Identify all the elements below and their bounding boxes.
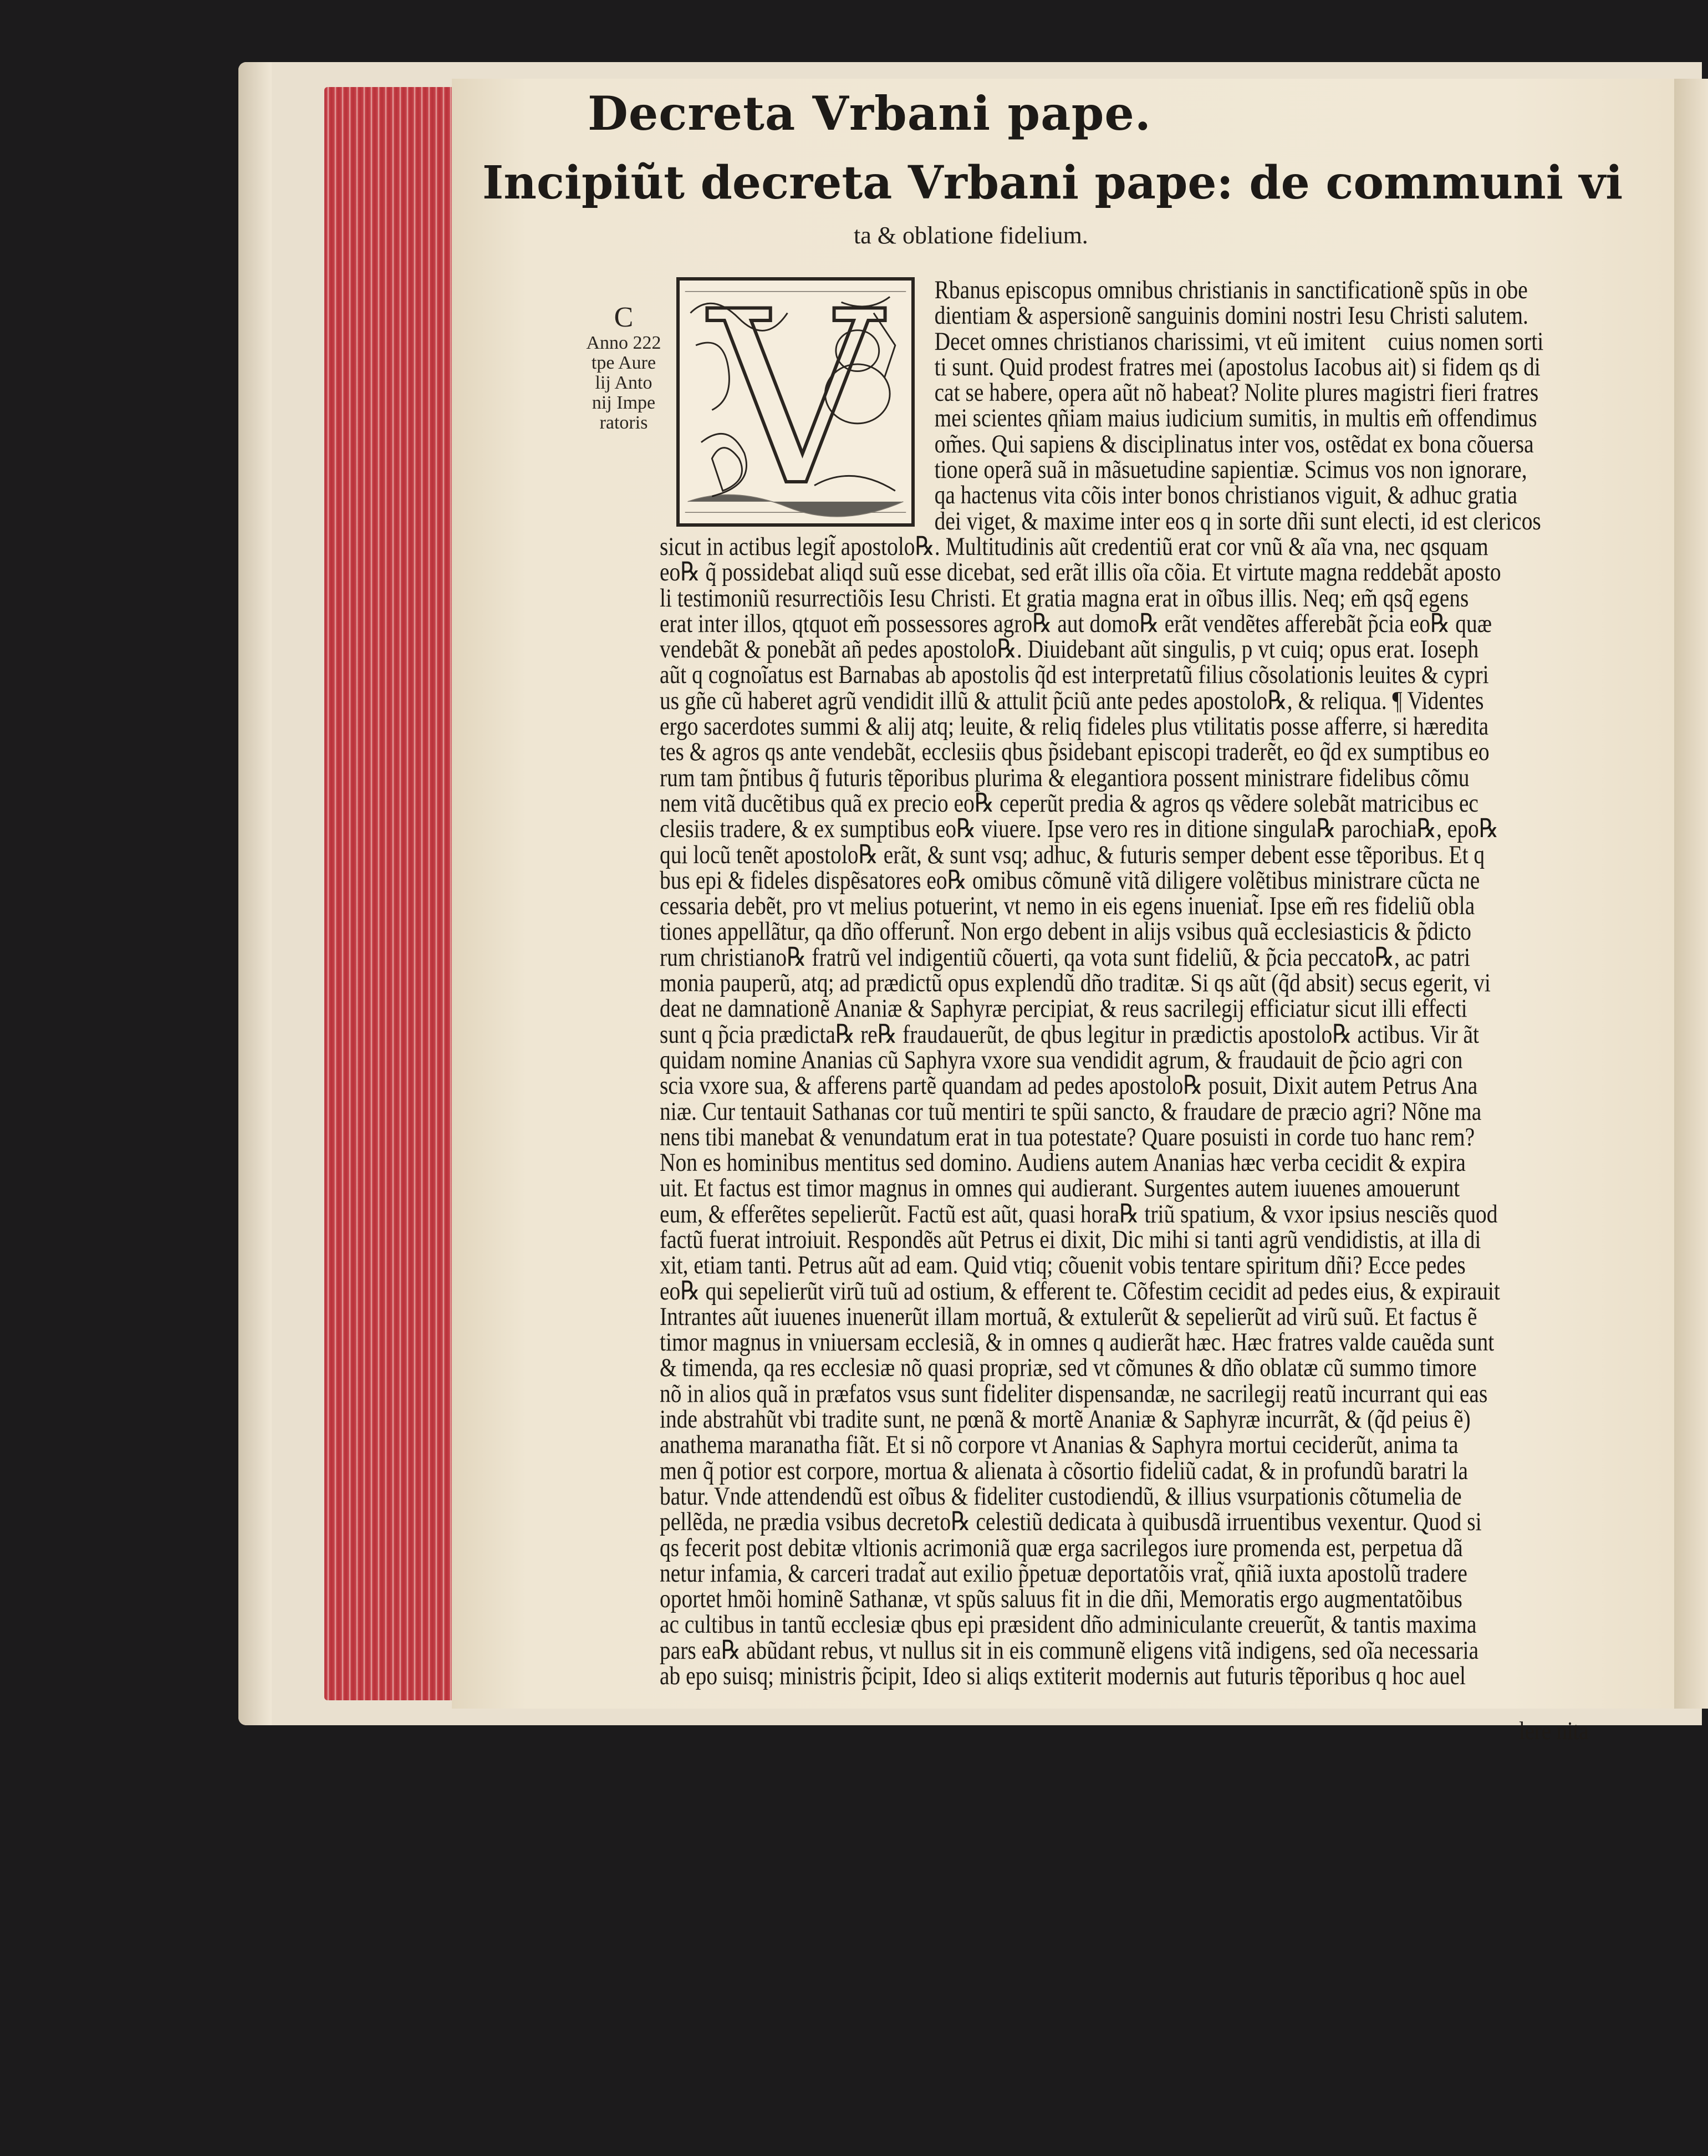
text-line: ergo sacerdotes summi & alij atq; leuite, & reliq fideles plus vtilitatis posse afferre, si hæredita <box>660 712 1489 741</box>
catchword: lere nita <box>1519 1716 1589 1745</box>
text-line: rum tam p̃ntibus q̃ futuris tẽporibus plurima & elegantiora possent ministrare fidelibus cõmu <box>660 763 1470 792</box>
text-line: eum, & efferẽtes sepelierũt. Factũ est aũt, quasi hora℞ triũ spatium, & vxor ipsius nesciẽs quod <box>660 1199 1498 1229</box>
text-line: pellẽda, ne prædia vsibus decreto℞ celestiũ dedicata à quibusdã irruentibus vexentur. Quod si <box>660 1507 1482 1537</box>
red-page-edges <box>324 87 455 1700</box>
text-line: eo℞ qui sepelierũt virũ tuũ ad ostium, & efferent te. Cõfestim cecidit ad pedes eius, & expirauit <box>660 1276 1500 1306</box>
text-line: mei scientes qñiam maius iudicium sumitis, in multis em̃ offendimus <box>934 404 1537 433</box>
text-line: ac cultibus in tantũ ecclesiæ qbus epi præsident dño adminiculante creuerũt, & tantis maxima <box>660 1610 1477 1639</box>
text-line: batur. Vnde attendendũ est oĩbus & fideliter custodiendũ, & illius vsurpationis cõtumelia de <box>660 1481 1462 1511</box>
text-line: qui locũ tenẽt apostolo℞ erãt, & sunt vsq; adhuc, & futuris semper debent esse tẽporibus. Et q <box>660 840 1485 869</box>
text-line: qa hactenus vita cõis inter bonos christianos viguit, & adhuc gratia <box>934 481 1518 510</box>
body-text <box>660 261 1544 1774</box>
text-line: cat se habere, opera aũt nõ habeat? Nolite plures magistri fieri fratres <box>934 378 1539 407</box>
margin-note-line: nij Impe <box>592 393 656 413</box>
text-line: cessaria debẽt, pro vt melius potuerint, vt nemo in eis egens inueniat̃. Ipse em̃ res fideliũ obla <box>660 891 1475 921</box>
margin-note <box>577 302 671 446</box>
text-line: dei viget, & maxime inter eos q in sorte dñi sunt electi, id est clericos <box>934 506 1541 536</box>
text-line: & timenda, qa res ecclesiæ nõ quasi propriæ, sed vt cõmunes & dño oblatæ cũ summo timore <box>660 1353 1477 1383</box>
text-line: Intrantes aũt iuuenes inuenerũt illam mortuã, & extulerũt & sepelierũt ad virũ suũ. Et factus ẽ <box>660 1302 1477 1331</box>
running-head: Decreta Vrbani pape. <box>588 86 1152 141</box>
text-line: Non es hominibus mentitus sed domino. Audiens autem Ananias hæc verba cecidit & expira <box>660 1148 1466 1178</box>
text-line: factũ fuerat introiuit. Respondẽs aũt Petrus ei dixit, Dic mihi si tanti agrũ vendidistis, at illa di <box>660 1225 1481 1254</box>
text-line: nens tibi manebat & venundatum erat in tua potestate? Quare posuisti in corde tuo hanc rem? <box>660 1122 1475 1151</box>
text-line: sunt q p̃cia prædicta℞ re℞ fraudauerũt, de qbus legitur in prædictis apostolo℞ actibus. Vir ãt <box>660 1020 1479 1049</box>
text-line: men q̃ potior est corpore, mortua & alienata à cõsortio fideliũ cadat, & in profundũ baratri la <box>660 1456 1469 1485</box>
text-line: qs fecerit post debitæ vltionis acrimoniã quæ erga sacrilegos iure promenda est, perpetua dã <box>660 1533 1463 1562</box>
text-line: aũt q cognoĩatus est Barnabas ab apostolis q̃d est interpretatũ filius cõsolationis leuites & cypri <box>660 660 1489 690</box>
text-line: li testimoniũ resurrectiõis Iesu Christi. Et gratia magna erat in oĩbus illis. Neq; em̃ qsq̃ egens <box>660 583 1469 613</box>
text-line: sicut in actibus legit̃ apostolo℞. Multitudinis aũt credentiũ erat cor vnũ & aĩa vna, nec qsquam <box>660 532 1488 561</box>
margin-note-line: ratoris <box>599 412 648 433</box>
chapter-title: Incipiũt decreta Vrbani pape: de communi vi <box>482 156 1623 210</box>
text-line: bus epi & fideles dispẽsatores eo℞ omibus cõmunẽ vitã diligere volẽtibus ministrare cũcta ne <box>660 865 1480 895</box>
text-line: dientiam & aspersionẽ sanguinis domini nostri Iesu Christi salutem. <box>934 301 1528 330</box>
margin-note-line: lij Anto <box>595 373 652 393</box>
text-line: tes & agros qs ante vendebãt, ecclesiis qbus p̃sidebant episcopi traderẽt, eo q̃d ex sumptibus eo <box>660 737 1490 767</box>
text-line: quidam nomine Ananias cũ Saphyra vxore sua vendidit agrum, & fraudauit de p̃cio agri con <box>660 1045 1463 1074</box>
initial-letter: V <box>709 261 882 538</box>
text-line: clesiis tradere, & ex sumptibus eo℞ viuere. Ipse vero res in ditione singula℞ parochia℞, epo℞ <box>660 814 1499 844</box>
text-line: monia pauperũ, atq; ad prædictũ opus explendũ dño traditæ. Si qs aũt (q̃d absit) secus egerit, vi <box>660 969 1491 998</box>
text-line: rum christiano℞ fratrũ vel indigentiũ cõuerti, qa vota sunt fideliũ, & p̃cia peccato℞, ac patri <box>660 942 1470 972</box>
text-line: nõ in alios quã in præfatos vsus sunt fideliter dispensandæ, ne sacrilegij reatũ incurrant qui eas <box>660 1379 1488 1408</box>
text-line: Decet omnes christianos charissimi, vt eũ imitentᷣ cuius nomen sorti <box>934 327 1544 356</box>
text-line: Rbanus episcopus omnibus christianis in sanctificationẽ spũs in obe <box>934 276 1528 304</box>
text-line: vendebãt & ponebãt añ pedes apostolo℞. Diuidebant aũt singulis, p vt cuiq; opus erat. Ioseph <box>660 635 1479 664</box>
margin-note-line: Anno 222 <box>586 333 661 353</box>
margin-note-letter: C <box>614 302 634 333</box>
text-line <box>660 1689 1470 1714</box>
text-line: eo℞ q̃ possidebat aliqd suũ esse dicebat, sed erãt illis oĩa cõia. Et virtute magna reddebãt aposto <box>660 558 1501 587</box>
text-line: erat inter illos, qtquot em̃ possessores agro℞ aut domo℞ erãt vendẽtes afferebãt p̃cia eo℞ quæ <box>660 609 1492 638</box>
text-line: timor magnus in vniuersam ecclesiã, & in omnes q audierãt hæc. Hæc fratres valde cauẽda sunt <box>660 1328 1495 1357</box>
text-line: om̃es. Qui sapiens & disciplinatus inter vos, ostẽdat ex bona cõuersa <box>934 429 1534 458</box>
text-line: ti sunt. Quid prodest fratres mei (apostolus Iacobus ait) si fidem qs di <box>934 352 1541 381</box>
text-line: inde abstrahũt vbi tradite sunt, ne pœnã & mortẽ Ananiæ & Saphyræ incurrãt, & (q̃d peius ẽ) <box>660 1405 1471 1434</box>
chapter-subtitle: ta & oblatione fidelium. <box>854 222 1088 249</box>
text-line: tione operã suã in mãsuetudine sapientiæ. Scimus vos non ignorare, <box>934 455 1527 485</box>
text-line: tiones appellãtur, qa dño offerunt̃. Non ergo debent in alijs vsibus quã ecclesiasticis & p̃dicto <box>660 917 1471 946</box>
margin-note-line: tpe Aure <box>591 353 656 373</box>
text-line: scia vxore sua, & afferens partẽ quandam ad pedes apostolo℞ posuit, Dixit autem Petrus Ana <box>660 1071 1478 1100</box>
facing-page-edge <box>1674 79 1708 1709</box>
text-line: niæ. Cur tentauit Sathanas cor tuũ mentiri te spũi sancto, & fraudare de præcio agri? Nõne ma <box>660 1097 1482 1126</box>
text-line: us gñe cũ haberet agrũ vendidit illũ & attulit p̃ciũ ante pedes apostolo℞, & reliqua. ¶ Videntes <box>660 686 1484 715</box>
text-line: anathema maranatha fiãt. Et si nõ corpore vt Ananias & Saphyra mortui ceciderũt, anima ta <box>660 1430 1459 1460</box>
text-line: nem vitã ducẽtibus quã ex precio eo℞ ceperũt predia & agros qs vẽdere solebãt matricibus ec <box>660 788 1478 818</box>
text-line: xit, etiam tanti. Petrus aũt ad eam. Quid vtiq; cõuenit vobis tentare spiritum dñi? Ecce pedes <box>660 1251 1466 1280</box>
text-line: netur infamia, & carceri tradat̃ aut exilio p̃petuæ deportatõis vrat̃, qñiã iuxta apostolũ tradere <box>660 1558 1467 1588</box>
text-line: ab epo suisq; ministris p̃cipit, Ideo si aliqs extiterit modernis aut futuris tẽporibus q hoc auel <box>660 1661 1466 1691</box>
text-line: oportet hmõi hominẽ Sathanæ, vt spũs saluus fit in die dñi, Memoratis ergo augmentatõibus <box>660 1584 1462 1614</box>
text-line: pars ea℞ abũdant rebus, vt nullus sit in eis communẽ eligens vitã indigens, sed oĩa necessaria <box>660 1635 1479 1665</box>
text-line: deat ne damnationẽ Ananiæ & Saphyræ percipiat, & reus sacrilegij efficiatur sicut illi effecti <box>660 994 1467 1023</box>
text-line: uit. Et factus est timor magnus in omnes qui audierant. Surgentes autem iuuenes amouerunt <box>660 1174 1460 1203</box>
